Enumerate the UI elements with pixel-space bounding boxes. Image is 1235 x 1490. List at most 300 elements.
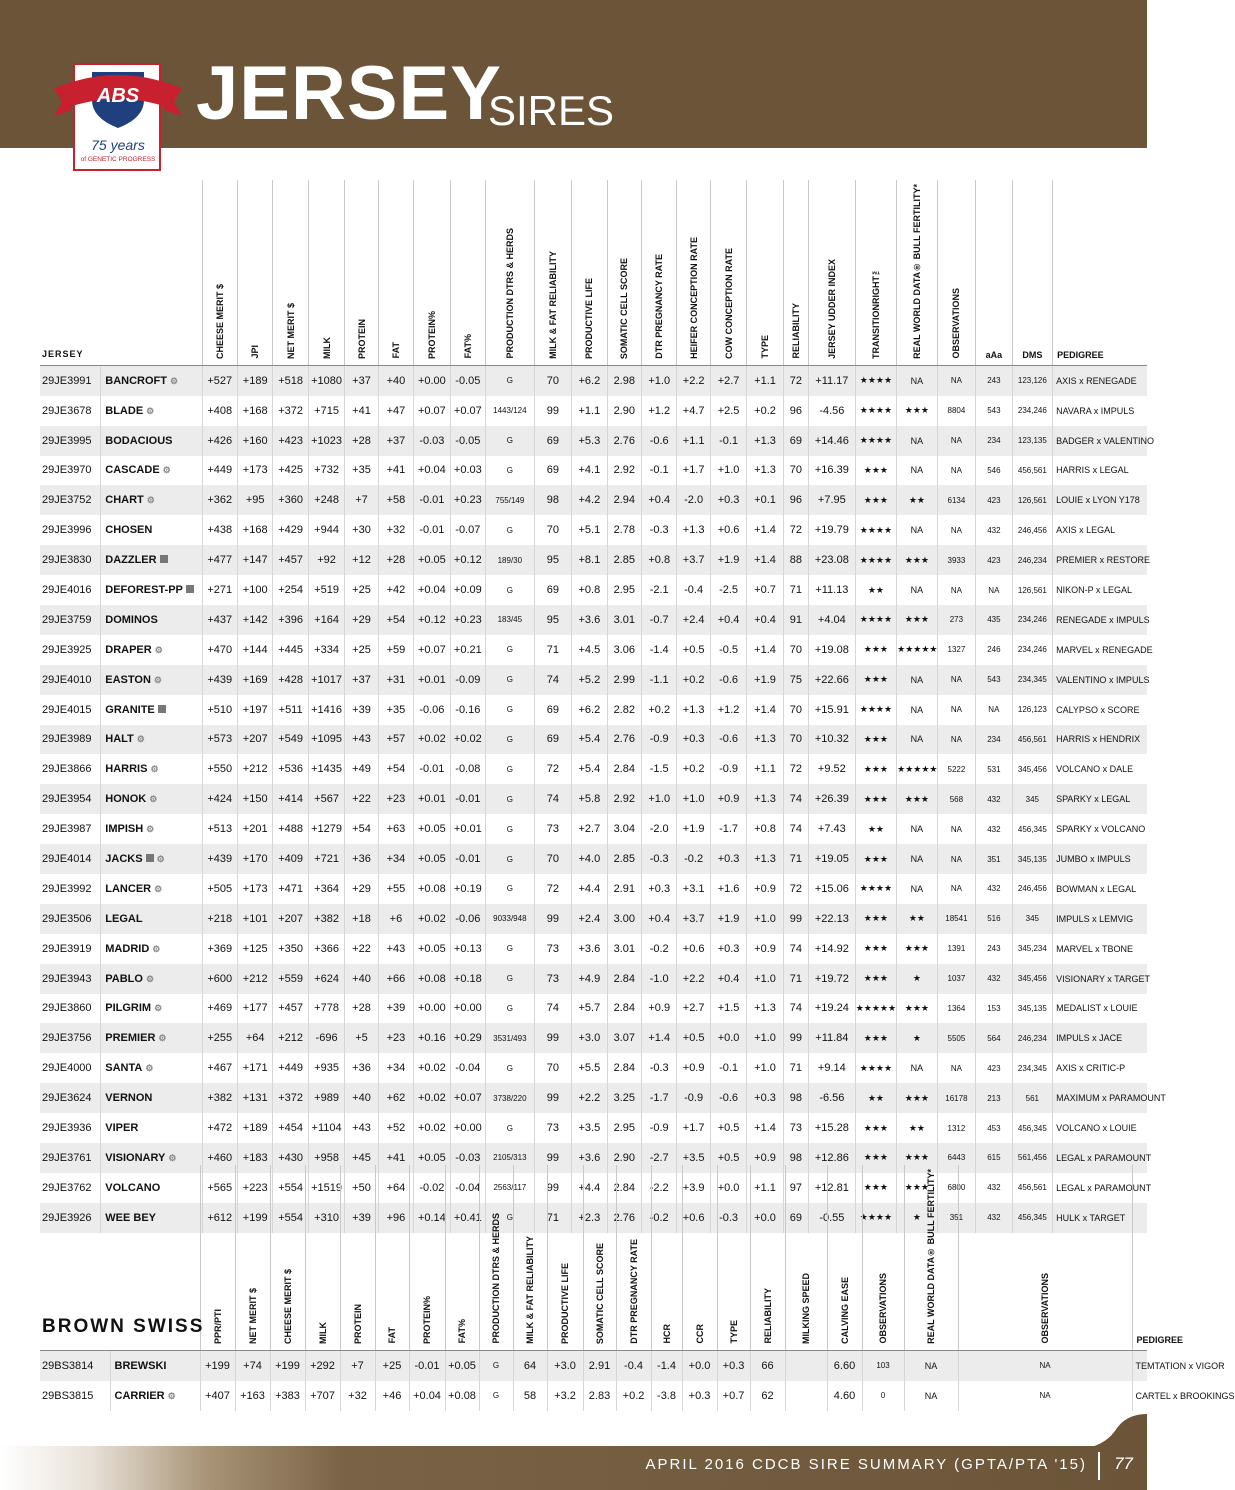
table-cell: +2.7 [677,994,710,1024]
sire-name-cell [101,844,202,874]
table-cell: +449 [273,1053,308,1083]
table-cell: +429 [273,515,308,545]
table-cell: +0.9 [710,784,746,814]
sire-code: 29JE3936 [42,1122,92,1135]
table-cell: +4.2 [572,485,607,515]
table-cell: 99 [534,904,571,934]
table-cell: +0.08 [414,874,450,904]
table-row [40,904,1147,934]
table-cell: +28 [345,426,378,456]
table-cell: +0.0 [710,1023,746,1053]
table-cell: +550 [202,754,237,784]
table-cell: +2.2 [677,365,710,395]
table-cell: +163 [235,1381,270,1411]
table-cell: +5.4 [572,754,607,784]
table-cell: NAVARA x IMPULS [1053,396,1147,426]
table-cell: G [486,1113,535,1143]
table-cell: +0.3 [682,1381,717,1411]
table-cell: +12.81 [809,1173,856,1203]
table-cell: 74 [534,784,571,814]
table-cell: -6.56 [809,1083,856,1113]
table-cell: +396 [273,605,308,635]
table-cell: +0.5 [677,635,710,665]
column-header-label: MILK & FAT RELIABILITY [525,1236,536,1344]
column-header [747,180,783,365]
table-cell: +944 [308,515,344,545]
table-cell: +40 [378,365,413,395]
table-cell: +0.05 [414,844,450,874]
table-cell: ★ [897,1023,938,1053]
column-header [710,180,746,365]
table-cell: 246 [976,635,1012,665]
column-header [651,1165,682,1350]
table-cell: +449 [202,456,237,486]
table-cell: +34 [378,844,413,874]
table-cell: +42 [378,575,413,605]
abs-logo [52,62,184,172]
table-cell: NA [937,814,975,844]
table-cell: 2.85 [607,844,641,874]
table-cell: +0.5 [710,1143,746,1173]
sire-name-cell [101,1023,202,1053]
table-cell: +254 [273,575,308,605]
sire-code: 29JE3830 [40,545,101,575]
table-cell: +3.7 [677,545,710,575]
table-cell: +6.2 [572,365,607,395]
table-cell: -0.01 [414,515,450,545]
table-cell: +457 [273,545,308,575]
table-cell: +0.4 [710,605,746,635]
table-cell: +409 [273,844,308,874]
sire-name-cell [101,994,202,1024]
table-cell: G [486,456,535,486]
table-cell: +0.3 [641,874,676,904]
table-cell: +248 [308,485,344,515]
table-cell: HULK x TARGET [1053,1203,1147,1233]
table-cell: NA [904,1381,958,1411]
table-cell: AXIS x CRITIC-P [1053,1053,1147,1083]
table-cell: 74 [534,665,571,695]
table-cell: +511 [273,695,308,725]
table-cell: 351 [976,844,1012,874]
table-cell: NA [897,665,938,695]
table-cell: 345,135 [1012,844,1053,874]
table-cell: ★★★ [855,665,897,695]
table-cell: +0.23 [450,605,485,635]
table-cell: +37 [345,365,378,395]
genomic-icon: ⚙ [154,1003,163,1014]
table-row [40,1350,1147,1380]
column-header [345,180,378,365]
table-cell: +74 [235,1350,270,1380]
table-cell: -4.56 [809,396,856,426]
table-cell: +4.04 [809,605,856,635]
column-header [235,1165,270,1350]
table-cell: +536 [273,754,308,784]
table-cell: +212 [237,964,272,994]
table-cell: JUMBO x IMPULS [1053,844,1147,874]
table-cell: 345,135 [1012,994,1053,1024]
table-cell: +0.19 [450,874,485,904]
table-cell: +778 [308,994,344,1024]
table-cell: 2105/313 [486,1143,535,1173]
sire-name: LANCER [105,882,152,895]
table-cell: 615 [976,1143,1012,1173]
table-cell: 456,561 [1012,456,1053,486]
genomic-icon: ⚙ [168,1152,177,1163]
table-cell: +428 [273,665,308,695]
table-cell: NA [897,874,938,904]
table-cell: ★★★★ [855,396,897,426]
table-cell: NA [897,725,938,755]
table-cell: 70 [783,695,808,725]
column-header [414,180,450,365]
sire-code: 29JE4015 [42,703,92,716]
table-cell: ★★★ [855,964,897,994]
table-cell: +32 [378,515,413,545]
table-cell: -0.9 [710,754,746,784]
table-cell: +1.0 [747,1053,783,1083]
table-cell: +1.0 [747,1023,783,1053]
table-cell: +54 [345,814,378,844]
table-cell: +10.32 [809,725,856,755]
table-cell: 432 [976,515,1012,545]
table-cell: NA [937,515,975,545]
table-cell: 88 [783,545,808,575]
sire-name: HONOK [105,793,147,806]
table-cell: +3.0 [547,1350,583,1380]
table-cell: 126,561 [1012,575,1053,605]
table-cell: +212 [237,754,272,784]
table-cell: G [479,1350,513,1380]
table-cell: ★★★ [855,1173,897,1203]
table-cell: +34 [378,1053,413,1083]
table-cell: 69 [783,1203,808,1233]
table-row [40,575,1147,605]
table-cell: NA [976,695,1012,725]
table-cell: +0.8 [572,575,607,605]
table-cell: +0.2 [677,665,710,695]
sire-name: CHOSEN [105,524,153,537]
table-cell: 2.84 [607,1053,641,1083]
footer-tab [1087,1414,1147,1448]
table-cell: 564 [976,1023,1012,1053]
table-cell: +1.3 [747,994,783,1024]
table-cell: +382 [202,1083,237,1113]
table-cell: +1095 [308,725,344,755]
table-cell: 246,234 [1012,1023,1053,1053]
table-cell: 91 [783,605,808,635]
table-cell: +1.3 [677,695,710,725]
table-cell: 2.90 [607,396,641,426]
table-cell: 75 [783,665,808,695]
table-cell: +255 [202,1023,237,1053]
sire-name: PILGRIM [105,1002,152,1015]
table-cell: +23 [378,784,413,814]
table-cell: ★★★ [855,485,897,515]
table-cell: NA [897,515,938,545]
table-cell: ★★★★ [855,365,897,395]
sire-name: VIPER [105,1122,139,1135]
table-cell: +3.1 [677,874,710,904]
logo-tagline: of GENETIC PROGRESS [80,156,156,163]
sire-name: BREWSKI [114,1359,167,1372]
table-cell: +471 [273,874,308,904]
table-cell: +707 [305,1381,340,1411]
table-cell: +1.2 [710,695,746,725]
table-cell: +37 [378,426,413,456]
table-row [40,964,1147,994]
table-cell: +0.5 [710,1113,746,1143]
sire-name-cell [101,545,202,575]
table-cell: MARVEL x RENEGADE [1053,635,1147,665]
column-header [809,180,856,365]
table-cell: +559 [273,964,308,994]
genomic-icon: ⚙ [145,973,155,984]
table-cell: -0.01 [414,754,450,784]
column-header [827,1165,862,1350]
table-cell: LOUIE x LYON Y178 [1053,485,1147,515]
table-cell: +19.72 [809,964,856,994]
column-header-label: TRANSITIONRIGHT™ [870,265,881,359]
table-cell: +46 [375,1381,409,1411]
sire-code: 29JE3989 [40,725,101,755]
table-cell: 73 [534,1113,571,1143]
table-cell: ★★ [855,1083,897,1113]
table-cell: +0.09 [450,575,485,605]
sire-name-cell [101,485,202,515]
table-cell: NA [904,1350,958,1380]
table-cell: 103 [862,1350,904,1380]
column-header-label: PROTEIN% [426,310,437,359]
sire-name-cell [101,725,202,755]
table-cell: RENEGADE x IMPULS [1053,605,1147,635]
table-cell: 243 [976,934,1012,964]
sire-name: BLADE [105,404,144,417]
table-cell: +41 [345,396,378,426]
column-header [897,180,938,365]
table-cell: +7.95 [809,485,856,515]
table-cell: +23 [378,1023,413,1053]
table-row [40,934,1147,964]
table-cell: 3933 [937,545,975,575]
table-cell: ★★★ [897,545,938,575]
table-cell: BADGER x VALENTINO [1053,426,1147,456]
sire-code: 29JE3919 [42,942,92,955]
table-cell: +0.2 [641,695,676,725]
table-cell: 456,561 [1012,725,1053,755]
table-cell: -2.2 [641,1173,676,1203]
table-cell: +0.1 [747,485,783,515]
table-cell: 2.92 [607,784,641,814]
table-cell: +424 [202,784,237,814]
table-cell: -0.5 [710,635,746,665]
table-cell: +223 [237,1173,272,1203]
table-cell: +0.04 [414,456,450,486]
table-cell: ★★★ [855,934,897,964]
table-cell: +0.2 [616,1381,651,1411]
table-cell: -0.4 [616,1350,651,1380]
table-row [40,605,1147,635]
column-header-label: TYPE [728,1320,739,1344]
table-cell: 2.84 [607,964,641,994]
table-cell: 213 [976,1083,1012,1113]
column-header-label: JPI [250,345,261,359]
table-cell: -0.1 [710,426,746,456]
table-cell: +0.00 [414,994,450,1024]
column-header [937,180,975,365]
table-cell: +32 [340,1381,375,1411]
table-cell: +0.6 [677,934,710,964]
table-cell: +1.0 [747,904,783,934]
table-cell: 70 [783,725,808,755]
table-cell: 516 [976,904,1012,934]
table-cell: 64 [513,1350,547,1380]
column-header-label: FAT [390,342,401,359]
sire-name: LEGAL [105,912,143,925]
table-cell: +1416 [308,695,344,725]
table-cell: +518 [273,365,308,395]
table-cell: +567 [308,784,344,814]
sire-code: 29JE3970 [42,464,92,477]
section-title: BROWN SWISS [40,1165,200,1350]
table-cell: +9.14 [809,1053,856,1083]
table-cell: VOLCANO x LOUIE [1053,1113,1147,1143]
table-cell: +383 [270,1381,305,1411]
table-cell: +57 [378,725,413,755]
table-cell: 1327 [937,635,975,665]
table-cell: -0.1 [710,1053,746,1083]
table-cell: 246,456 [1012,874,1053,904]
table-cell: +6 [378,904,413,934]
table-cell: +15.91 [809,695,856,725]
table-cell: ★★★ [897,1083,938,1113]
table-cell: +25 [375,1350,409,1380]
genomic-icon: ⚙ [154,644,163,655]
jersey-sires-table [40,180,1166,1233]
sire-name: DEFOREST-PP [105,584,183,596]
table-cell: NA [976,575,1012,605]
section-title: JERSEY [40,180,202,365]
sire-name-cell [101,635,202,665]
table-cell: 123,135 [1012,426,1053,456]
table-row [40,515,1147,545]
sire-code: 29JE3943 [40,964,101,994]
page-number: 77 [1114,1454,1133,1473]
table-cell: -0.02 [414,1173,450,1203]
table-cell: 432 [976,1173,1012,1203]
column-header [409,1165,445,1350]
table-cell: +173 [237,456,272,486]
table-cell: +445 [273,635,308,665]
table-cell: 2563/117 [486,1173,535,1203]
table-cell: +31 [378,665,413,695]
table-cell: +29 [345,605,378,635]
table-cell: -0.01 [409,1350,445,1380]
table-cell: +1.3 [677,515,710,545]
column-header [904,1165,958,1350]
table-cell: ★★★ [855,1113,897,1143]
table-row [40,1083,1147,1113]
genomic-icon: ⚙ [150,764,159,775]
table-cell: +36 [345,1053,378,1083]
sire-name: MADRID [105,942,150,955]
table-cell: +2.2 [572,1083,607,1113]
column-header-label: PPR/PTI [212,1308,223,1344]
table-cell: -0.6 [710,725,746,755]
table-cell: +0.9 [641,994,676,1024]
table-cell: +43 [345,725,378,755]
table-cell: 561,456 [1012,1143,1053,1173]
logo-text: ABS [96,85,140,107]
table-cell: NA [937,695,975,725]
table-cell: +0.4 [641,485,676,515]
table-cell: G [486,725,535,755]
table-cell: 561 [1012,1083,1053,1113]
table-cell: 423 [976,1053,1012,1083]
sire-code: 29JE3926 [40,1203,101,1233]
table-cell: ★★★ [855,1143,897,1173]
sire-name-cell [101,665,202,695]
table-cell: 2.99 [607,665,641,695]
sire-code: 29BS3815 [42,1389,94,1402]
table-cell: LEGAL x PARAMOUNT [1053,1143,1147,1173]
table-cell: +1.4 [747,545,783,575]
column-header [717,1165,750,1350]
table-cell: ★★★ [897,1143,938,1173]
table-cell: 423 [976,485,1012,515]
table-cell: +470 [202,635,237,665]
table-cell: 99 [534,1173,571,1203]
column-header [340,1165,375,1350]
table-cell: +425 [273,456,308,486]
table-cell: 2.78 [607,515,641,545]
table-cell: 423 [976,545,1012,575]
table-cell: +0.16 [414,1023,450,1053]
genomic-icon: ⚙ [145,1063,154,1074]
table-cell: 435 [976,605,1012,635]
table-cell: +1.9 [747,665,783,695]
table-cell: +0.02 [414,904,450,934]
table-cell: +131 [237,1083,272,1113]
sire-code: 29JE4014 [40,844,101,874]
table-cell: G [486,784,535,814]
sire-code: 29JE3624 [40,1083,101,1113]
table-cell: -0.55 [809,1203,856,1233]
column-header-label: HCR [661,1324,672,1344]
sire-code: 29BS3814 [40,1350,110,1380]
column-header [583,1165,616,1350]
table-cell: NA [897,456,938,486]
table-cell: +0.08 [445,1381,479,1411]
table-cell: -0.1 [641,456,676,486]
table-cell: +565 [202,1173,237,1203]
column-header-label: PRODUCTION DTRS & HERDS [491,1213,502,1344]
table-cell: 6800 [937,1173,975,1203]
table-cell: +430 [273,1143,308,1173]
table-cell: +1.4 [747,515,783,545]
table-cell: +366 [308,934,344,964]
table-cell: NA [897,426,938,456]
table-cell: +40 [345,964,378,994]
table-cell: -0.6 [710,665,746,695]
table-cell: 234,246 [1012,635,1053,665]
table-cell: 543 [976,396,1012,426]
table-cell: 456,345 [1012,1203,1053,1233]
sire-name-cell [101,515,202,545]
table-cell: ★★★★ [855,605,897,635]
sire-name: SANTA [105,1062,143,1075]
